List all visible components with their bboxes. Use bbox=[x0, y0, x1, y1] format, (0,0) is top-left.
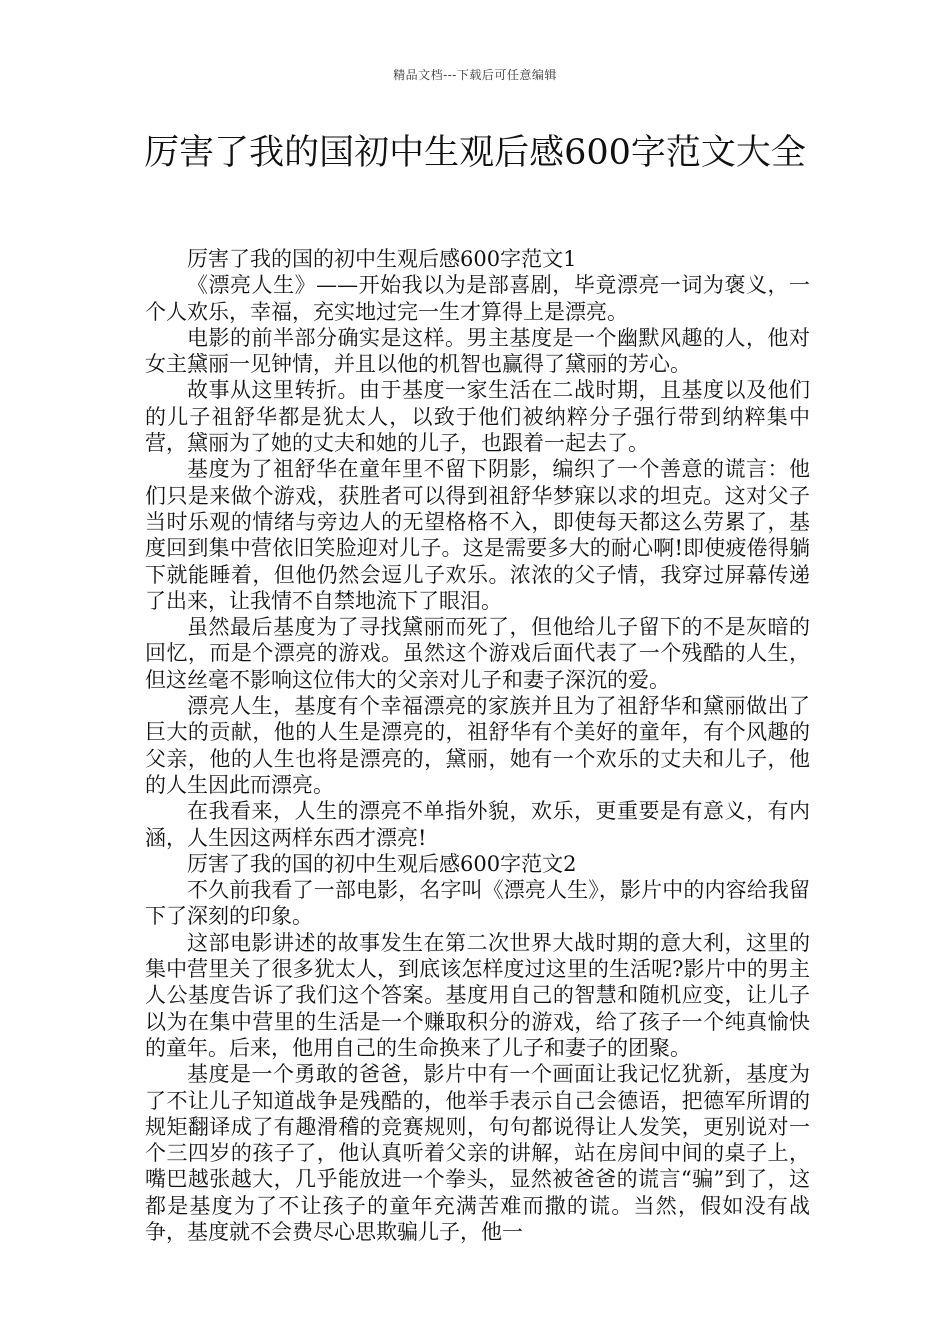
paragraph: 电影的前半部分确实是这样。男主基度是一个幽默风趣的人，他对女主黛丽一见钟情，并且以他的机智也赢得了黛丽的芳心。 bbox=[145, 325, 810, 377]
page-title: 厉害了我的国初中生观后感600字范文大全 bbox=[144, 133, 806, 173]
paragraph: 基度是一个勇敢的爸爸，影片中有一个画面让我记忆犹新，基度为了不让儿子知道战争是残酷的，他举手表示自己会德语，把德军所谓的规矩翻译成了有趣滑稽的竞赛规则，句句都说得让人发笑，更别说对一个三四岁的孩子了，他认真听着父亲的讲解，站在房间中间的桌子上，嘴巴越张越大，几乎能放进一个拳头，显然被爸爸的谎言“骗”到了，这都是基度为了不让孩子的童年充满苦难而撒的谎。当然，假如没有战争，基度就不会费尽心思欺骗儿子，他一 bbox=[145, 1062, 810, 1244]
paragraph: 厉害了我的国的初中生观后感600字范文2 bbox=[187, 851, 577, 876]
paragraph: 不久前我看了一部电影，名字叫《漂亮人生》，影片中的内容给我留下了深刻的印象。 bbox=[145, 878, 810, 929]
paragraph: 漂亮人生，基度有个幸福漂亮的家族并且为了祖舒华和黛丽做出了巨大的贡献，他的人生是漂亮的，祖舒华有个美好的童年，有个风趣的父亲，他的人生也将是漂亮的，黛丽，她有一个欢乐的丈夫和儿子，他的人生因此而漂亮。 bbox=[145, 694, 810, 797]
paragraph: 虽然最后基度为了寻找黛丽而死了，但他给儿子留下的不是灰暗的回忆，而是个漂亮的游戏。虽然这个游戏后面代表了一个残酷的人生，但这丝毫不影响这位伟大的父亲对儿子和妻子深沉的爱。 bbox=[145, 615, 810, 692]
paragraph: 《漂亮人生》——开始我以为是部喜剧，毕竟漂亮一词为褒义，一个人欢乐，幸福，充实地过完一生才算得上是漂亮。 bbox=[145, 273, 810, 324]
paragraph: 故事从这里转折。由于基度一家生活在二战时期，且基度以及他们的儿子祖舒华都是犹太人，以致于他们被纳粹分子强行带到纳粹集中营，黛丽为了她的丈夫和她的儿子，也跟着一起去了。 bbox=[145, 378, 810, 456]
document-body bbox=[145, 246, 810, 1245]
header-note: 精品文档---下载后可任意编辑 bbox=[393, 68, 557, 82]
paragraph: 基度为了祖舒华在童年里不留下阴影，编织了一个善意的谎言：他们只是来做个游戏，获胜者可以得到祖舒华梦寐以求的坦克。这对父子当时乐观的情绪与旁边人的无望格格不入，即使每天都这么劳累了，基度回到集中营依旧笑脸迎对儿子。这是需要多大的耐心啊!即使疲倦得躺下就能睡着，但他仍然会逗儿子欢乐。浓浓的父子情，我穿过屏幕传递了出来，让我情不自禁地流下了眼泪。 bbox=[145, 457, 810, 613]
paragraph: 在我看来，人生的漂亮不单指外貌，欢乐，更重要是有意义，有内涵，人生因这两样东西才漂亮! bbox=[145, 799, 810, 850]
paragraph: 厉害了我的国的初中生观后感600字范文1 bbox=[187, 247, 577, 271]
paragraph: 这部电影讲述的故事发生在第二次世界大战时期的意大利，这里的集中营里关了很多犹太人，到底该怎样度过这里的生活呢?影片中的男主人公基度告诉了我们这个答案。基度用自己的智慧和随机应变，让儿子以为在集中营里的生活是一个赚取积分的游戏，给了孩子一个纯真愉快的童年。后来，他用自己的生命换来了儿子和妻子的团聚。 bbox=[145, 930, 810, 1060]
